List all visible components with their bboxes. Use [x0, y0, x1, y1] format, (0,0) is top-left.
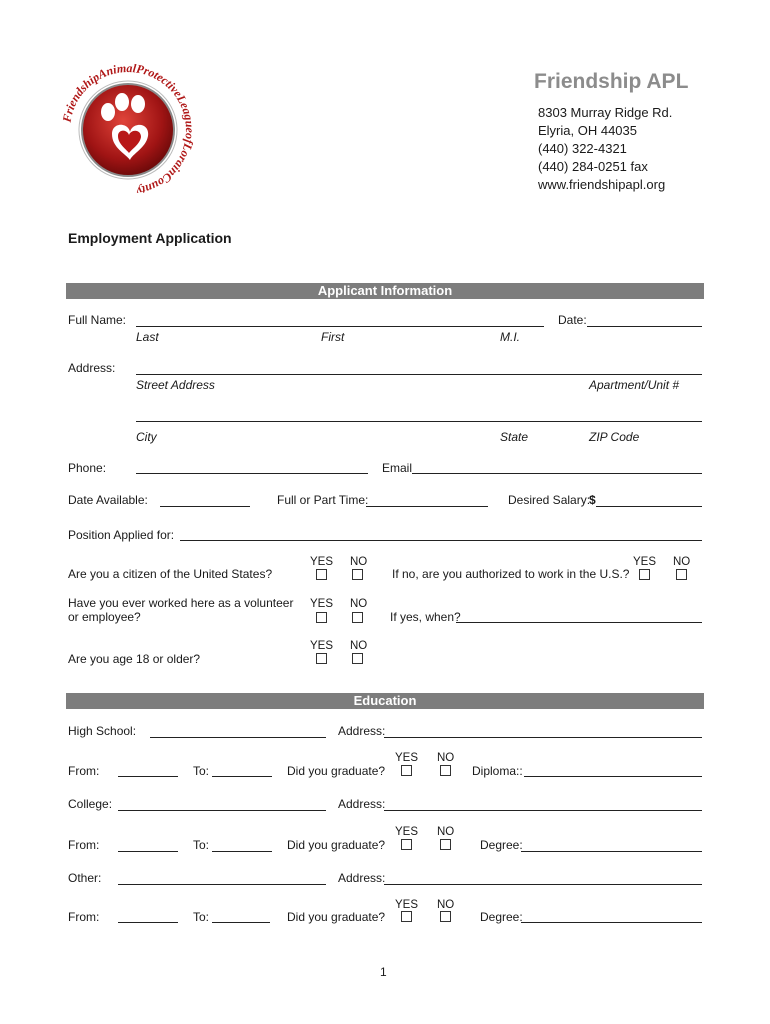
- org-address-line1: 8303 Murray Ridge Rd.: [538, 105, 673, 120]
- date-available-label: Date Available:: [68, 493, 148, 507]
- college-to-field[interactable]: [212, 851, 272, 852]
- email-label: Email: [382, 461, 413, 475]
- college-field[interactable]: [118, 810, 326, 811]
- street-address-field[interactable]: [136, 374, 702, 375]
- volunteer-when-label: If yes, when?: [390, 610, 461, 624]
- other-no-label: NO: [437, 899, 455, 911]
- high-school-no-checkbox[interactable]: [440, 765, 451, 776]
- age-no-label: NO: [350, 640, 368, 652]
- position-field[interactable]: [180, 540, 702, 541]
- other-graduate-label: Did you graduate?: [287, 910, 386, 924]
- date-field[interactable]: [587, 326, 702, 327]
- citizen-yes-checkbox[interactable]: [316, 569, 327, 580]
- volunteer-no-label: NO: [350, 598, 368, 610]
- volunteer-yes-checkbox[interactable]: [316, 612, 327, 623]
- age-yes-label: YES: [310, 640, 334, 652]
- citizen-yes-label: YES: [310, 556, 334, 568]
- middle-initial-caption: M.I.: [500, 330, 520, 344]
- high-school-label: High School:: [68, 724, 137, 738]
- full-name-field[interactable]: [136, 326, 544, 327]
- high-school-field[interactable]: [150, 737, 326, 738]
- college-no-label: NO: [437, 826, 455, 838]
- city-state-zip-field[interactable]: [136, 421, 702, 422]
- city-caption: City: [136, 430, 157, 444]
- diploma-field[interactable]: [524, 776, 702, 777]
- high-school-yes-label: YES: [395, 752, 419, 764]
- other-address-label: Address:: [338, 871, 386, 885]
- other-to-field[interactable]: [212, 922, 270, 923]
- volunteer-question-line2: or employee?: [68, 610, 141, 624]
- org-website[interactable]: www.friendshipapl.org: [538, 177, 666, 192]
- other-no-checkbox[interactable]: [440, 911, 451, 922]
- high-school-address-field[interactable]: [384, 737, 702, 738]
- college-degree-field[interactable]: [521, 851, 702, 852]
- org-address-line2: Elyria, OH 44035: [538, 123, 637, 138]
- college-to-label: To:: [193, 838, 210, 852]
- college-address-label: Address:: [338, 797, 386, 811]
- college-yes-label: YES: [395, 826, 419, 838]
- form-title: Employment Application: [68, 230, 232, 246]
- authorized-yes-checkbox[interactable]: [639, 569, 650, 580]
- other-to-label: To:: [193, 910, 210, 924]
- citizen-question: Are you a citizen of the United States?: [68, 567, 273, 581]
- college-degree-label: Degree:: [480, 838, 523, 852]
- org-contact: [538, 104, 672, 194]
- street-address-caption: Street Address: [136, 378, 215, 392]
- college-address-field[interactable]: [384, 810, 702, 811]
- college-from-field[interactable]: [118, 851, 178, 852]
- section-header-applicant: Applicant Information: [66, 283, 704, 299]
- org-name: Friendship APL: [534, 70, 689, 93]
- citizen-no-label: NO: [350, 556, 368, 568]
- first-name-caption: First: [321, 330, 345, 344]
- volunteer-yes-label: YES: [310, 598, 334, 610]
- org-phone: (440) 322-4321: [538, 141, 627, 156]
- apartment-caption: Apartment/Unit #: [589, 378, 680, 392]
- other-yes-label: YES: [395, 899, 419, 911]
- state-caption: State: [500, 430, 529, 444]
- other-address-field[interactable]: [384, 884, 702, 885]
- high-school-from-field[interactable]: [118, 776, 178, 777]
- high-school-to-field[interactable]: [212, 776, 272, 777]
- salary-currency: $: [589, 493, 596, 507]
- page-number: 1: [380, 965, 387, 979]
- high-school-graduate-label: Did you graduate?: [287, 764, 386, 778]
- email-field[interactable]: [412, 473, 702, 474]
- logo-ring-text: FriendshipAnimalProtectiveLeagueofLorainCounty: [60, 62, 196, 198]
- high-school-to-label: To:: [193, 764, 210, 778]
- other-from-field[interactable]: [118, 922, 178, 923]
- full-name-label: Full Name:: [68, 313, 127, 327]
- org-logo: [60, 62, 196, 198]
- high-school-from-label: From:: [68, 764, 100, 778]
- age-yes-checkbox[interactable]: [316, 653, 327, 664]
- other-yes-checkbox[interactable]: [401, 911, 412, 922]
- full-part-time-label: Full or Part Time:: [277, 493, 369, 507]
- zip-caption: ZIP Code: [589, 430, 640, 444]
- desired-salary-field[interactable]: [596, 506, 702, 507]
- last-name-caption: Last: [136, 330, 159, 344]
- full-part-time-field[interactable]: [366, 506, 488, 507]
- other-degree-label: Degree:: [480, 910, 523, 924]
- college-no-checkbox[interactable]: [440, 839, 451, 850]
- high-school-no-label: NO: [437, 752, 455, 764]
- citizen-no-checkbox[interactable]: [352, 569, 363, 580]
- position-label: Position Applied for:: [68, 528, 175, 542]
- high-school-yes-checkbox[interactable]: [401, 765, 412, 776]
- college-from-label: From:: [68, 838, 100, 852]
- authorized-no-checkbox[interactable]: [676, 569, 687, 580]
- desired-salary-label: Desired Salary:: [508, 493, 591, 507]
- other-from-label: From:: [68, 910, 100, 924]
- other-school-field[interactable]: [118, 884, 326, 885]
- high-school-address-label: Address:: [338, 724, 386, 738]
- age-no-checkbox[interactable]: [352, 653, 363, 664]
- volunteer-when-field[interactable]: [456, 622, 702, 623]
- phone-label: Phone:: [68, 461, 107, 475]
- phone-field[interactable]: [136, 473, 368, 474]
- date-available-field[interactable]: [160, 506, 250, 507]
- org-fax: (440) 284-0251 fax: [538, 159, 648, 174]
- section-header-education: Education: [66, 693, 704, 709]
- other-degree-field[interactable]: [521, 922, 702, 923]
- college-yes-checkbox[interactable]: [401, 839, 412, 850]
- authorized-no-label: NO: [673, 556, 691, 568]
- college-graduate-label: Did you graduate?: [287, 838, 386, 852]
- college-label: College:: [68, 797, 113, 811]
- volunteer-question-line1: Have you ever worked here as a volunteer: [68, 596, 294, 610]
- authorized-yes-label: YES: [633, 556, 657, 568]
- authorized-question: If no, are you authorized to work in the U.S.?: [392, 567, 630, 581]
- date-label: Date:: [558, 313, 587, 327]
- other-label: Other:: [68, 871, 102, 885]
- diploma-label: Diploma::: [472, 764, 523, 778]
- age-question: Are you age 18 or older?: [68, 652, 201, 666]
- address-label: Address:: [68, 361, 116, 375]
- volunteer-no-checkbox[interactable]: [352, 612, 363, 623]
